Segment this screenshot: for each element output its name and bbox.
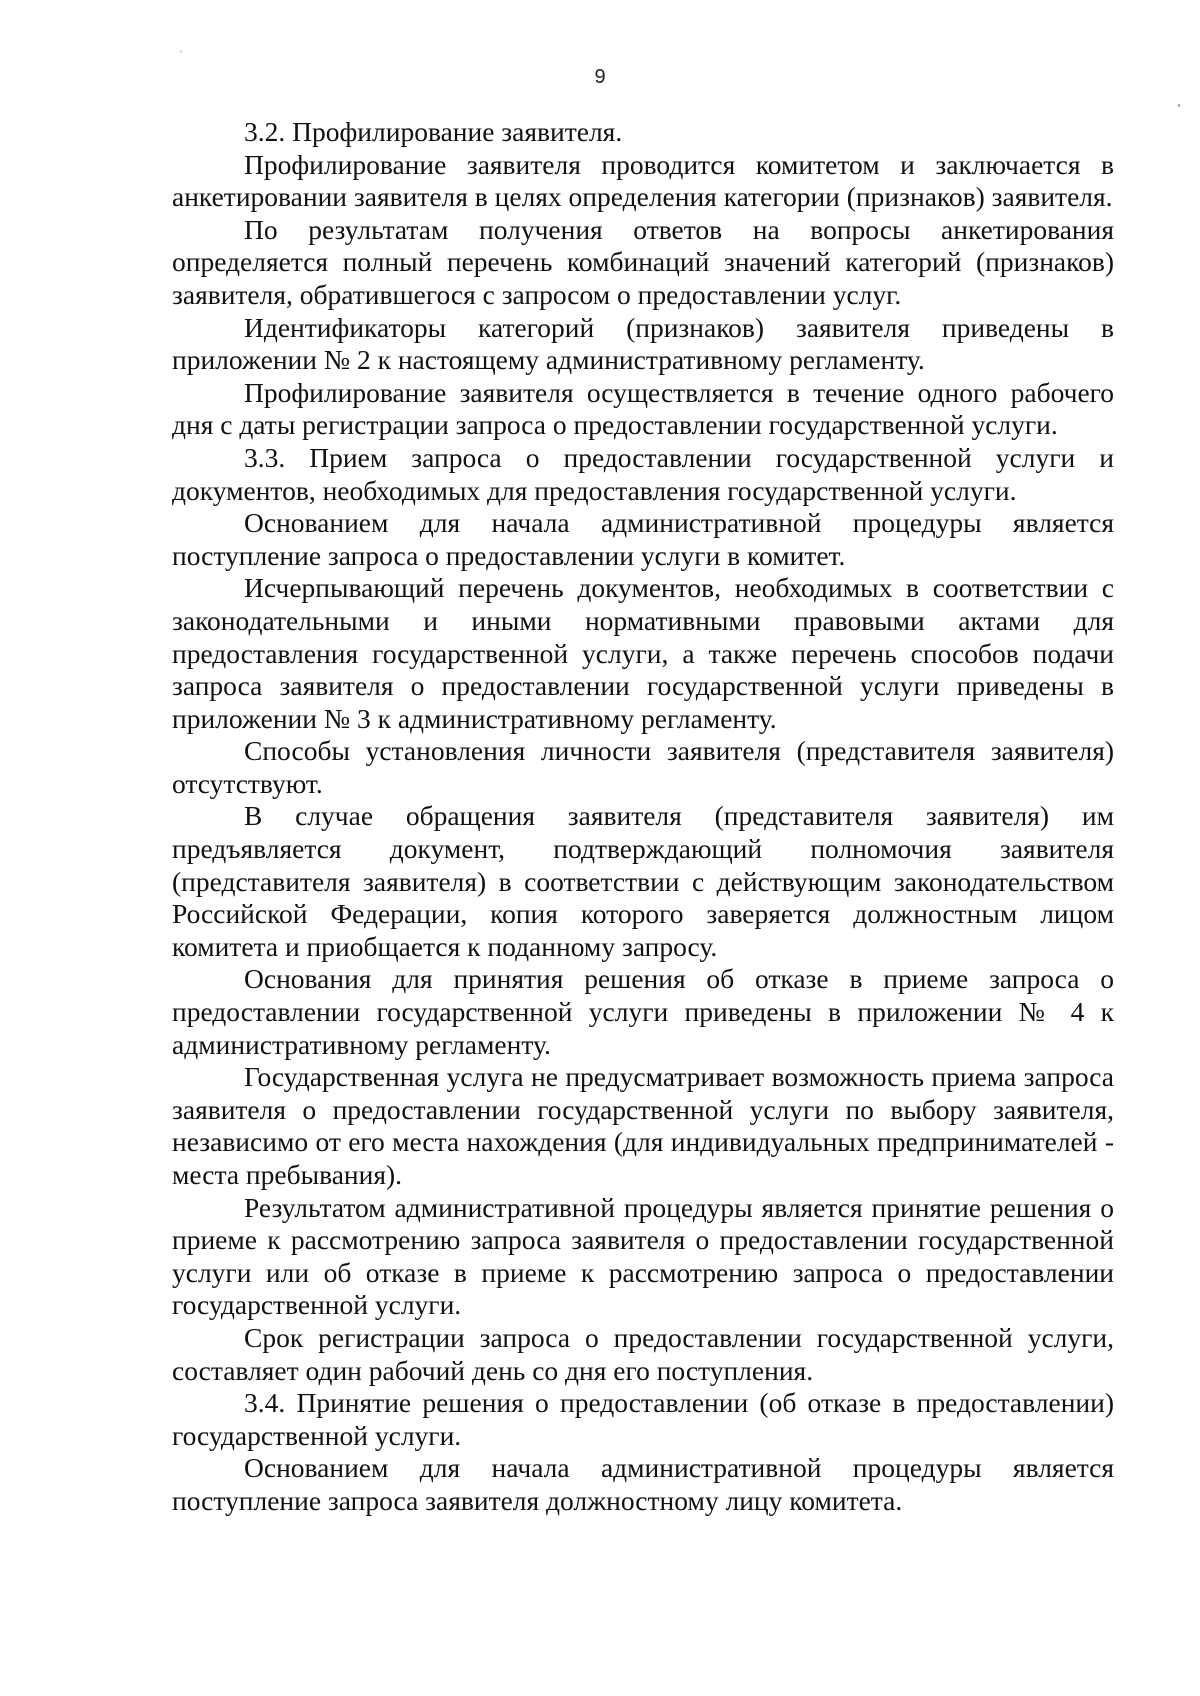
paragraph: Основанием для начала административной процедуры является поступление запроса заявителя должностному лицу комитета.	[172, 1452, 1114, 1516]
section-heading-3-3: 3.3. Прием запроса о предоставлении государственной услуги и документов, необходимых для предоставления государственной услуги.	[172, 441, 1114, 506]
paragraph: Основания для принятия решения об отказе в приеме запроса о предоставлении государственной услуги приведены в приложении № 4 к административному регламенту.	[172, 963, 1114, 1060]
document-body	[172, 116, 1114, 1518]
paragraph: Государственная услуга не предусматривает возможность приема запроса заявителя о предоставлении государственной услуги по выбору заявителя, независимо от его места нахождения (для индивидуальных предпринимателей - места пребывания).	[172, 1061, 1114, 1190]
scan-speck	[1178, 104, 1180, 107]
paragraph: Результатом административной процедуры является принятие решения о приеме к рассмотрению запроса заявителя о предоставлении государственной услуги или об отказе в приеме к рассмотрению запроса о предоставлении государственной услуги.	[172, 1191, 1114, 1321]
paragraph: По результатам получения ответов на вопросы анкетирования определяется полный перечень комбинаций значений категорий (признаков) заявителя, обратившегося с запросом о предоставлении услуг.	[172, 213, 1114, 310]
paragraph: Профилирование заявителя осуществляется в течение одного рабочего дня с даты регистрации запроса о предоставлении государственной услуги.	[172, 376, 1114, 441]
page-number: 9	[594, 66, 606, 88]
paragraph: Идентификаторы категорий (признаков) заявителя приведены в приложении № 2 к настоящему административному регламенту.	[172, 311, 1114, 376]
section-heading-3-2: 3.2. Профилирование заявителя.	[244, 116, 623, 147]
paragraph: Основанием для начала административной процедуры является поступление запроса о предоставлении услуги в комитет.	[172, 507, 1114, 571]
paragraph: Профилирование заявителя проводится комитетом и заключается в анкетировании заявителя в целях определения категории (признаков) заявителя.	[172, 148, 1114, 213]
paragraph: Способы установления личности заявителя (представителя заявителя) отсутствуют.	[172, 735, 1114, 799]
section-heading-3-4: 3.4. Принятие решения о предоставлении (об отказе в предоставлении) государственной услуги.	[172, 1387, 1114, 1451]
scan-speck	[180, 50, 182, 53]
paragraph: Исчерпывающий перечень документов, необходимых в соответствии с законодательными и иными нормативными правовыми актами для предоставления государственной услуги, а также перечень способов подачи запроса заявителя о предоставлении государственной услуги приведены в приложении № 3 к административному регламенту.	[172, 572, 1114, 734]
paragraph: Срок регистрации запроса о предоставлении государственной услуги, составляет один рабочий день со дня его поступления.	[172, 1321, 1114, 1386]
paragraph: В случае обращения заявителя (представителя заявителя) им предъявляется документ, подтверждающий полномочия заявителя (представителя заявителя) в соответствии с действующим законодательством Российской Федерации, копия которого заверяется должностным лицом комитета и приобщается к поданному запросу.	[172, 800, 1114, 962]
